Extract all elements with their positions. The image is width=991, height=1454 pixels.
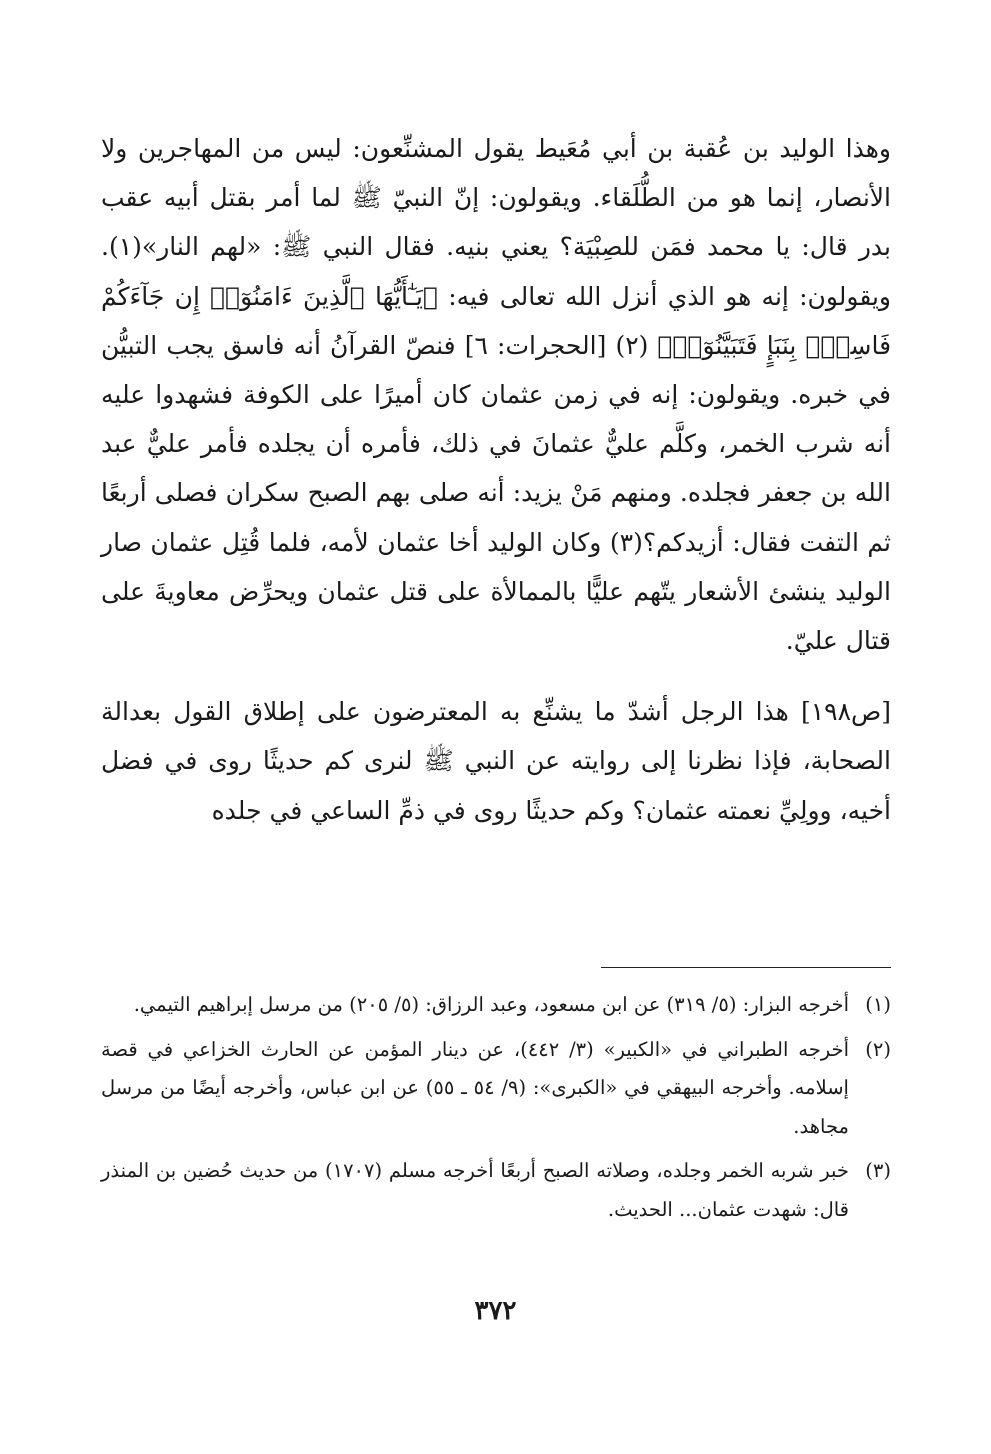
footnote-text: أخرجه البزار: (٥/ ٣١٩) عن ابن مسعود، وعبد الرزاق: (٥/ ٢٠٥) من مرسل إبراهيم التيمي. bbox=[133, 993, 849, 1016]
paragraph: وهذا الوليد بن عُقبة بن أبي مُعَيط يقول المشنِّعون: ليس من المهاجرين ولا الأنصار، إنما هو من الطُّلَقاء. ويقولون: إنّ النبيّ ﷺ لما أمر بقتل أبيه عقب بدر قال: يا محمد فمَن للصِبْيَة؟ يعني بنيه. فقال النبي ﷺ: «لهم النار»(١). ويقولون: إنه هو الذي أنزل الله تعالى فيه: ﴿يَـٰٓأَيُّهَا ٱلَّذِينَ ءَامَنُوٓا۟ إِن جَآءَكُمْ فَاسِقٌۢ بِنَبَإٍ فَتَبَيَّنُوٓا۟﴾ (٢) [الحجرات: ٦] فنصّ القرآنُ أنه فاسق يجب التبيُّن في خبره. ويقولون: إنه في زمن عثمان كان أميرًا على الكوفة فشهدوا عليه أنه شرب الخمر، وكلَّم عليٌّ عثمانَ في ذلك، فأمره أن يجلده فأمر عليٌّ عبد الله بن جعفر فجلده. ومنهم مَنْ يزيد: أنه صلى بهم الصبح سكران فصلى أربعًا ثم التفت فقال: أزيدكم؟(٣) وكان الوليد أخا عثمان لأمه، فلما قُتِل عثمان صار الوليد ينشئ الأشعار يتّهم عليًّا بالممالأة على قتل عثمان ويحرِّض معاويةَ على قتال عليّ. bbox=[101, 134, 892, 656]
footnote-number: (٢) bbox=[865, 1037, 891, 1061]
footnotes bbox=[101, 986, 891, 1235]
footnote bbox=[101, 1031, 891, 1147]
footnote-separator bbox=[601, 967, 891, 968]
paragraph: [ص١٩٨] هذا الرجل أشدّ ما يشنِّع به المعترضون على إطلاق القول بعدالة الصحابة، فإذا نظرنا إلى روايته عن النبي ﷺ لنرى كم حديثًا روى في فضل أخيه، وولِيِّ نعمته عثمان؟ وكم حديثًا روى في ذمِّ الساعي في جلده bbox=[101, 697, 891, 825]
footnote-number: (٣) bbox=[865, 1159, 891, 1182]
page-number: ٣٧٢ bbox=[474, 1296, 517, 1326]
main-text bbox=[101, 124, 891, 835]
footnote-text: خبر شربه الخمر وجلده، وصلاته الصبح أربعًا أخرجه مسلم (١٧٠٧) من حديث حُضين بن المنذر قال: شهدت عثمان... الحديث. bbox=[101, 1159, 849, 1221]
footnote-number: (١) bbox=[865, 993, 891, 1016]
footnote bbox=[101, 1152, 891, 1229]
footnote bbox=[101, 986, 891, 1025]
footnote-text: أخرجه الطبراني في «الكبير» (٣/ ٤٤٢)، عن دينار المؤمن عن الحارث الخزاعي في قصة إسلامه. وأخرجه البيهقي في «الكبرى»: (٩/ ٥٤ ـ ٥٥) عن ابن عباس، وأخرجه أيضًا من مرسل مجاهد. bbox=[101, 1037, 849, 1138]
